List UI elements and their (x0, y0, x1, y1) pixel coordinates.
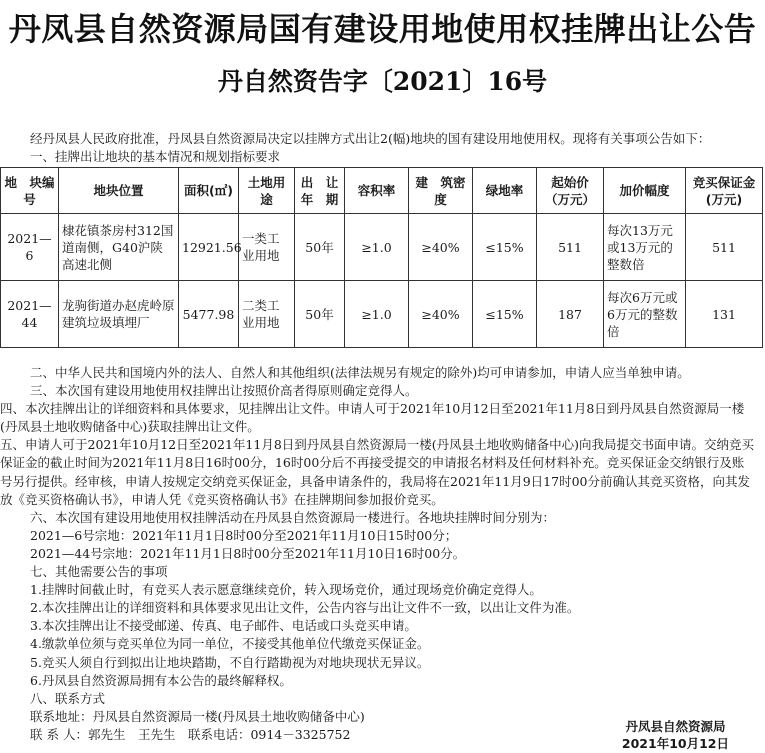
table-row (1, 214, 763, 281)
section-6-schedule-a: 2021—6号宗地：2021年11月1日8时00分至2021年11月10日15时00分； (30, 527, 458, 543)
table-header-row (1, 168, 763, 214)
cell-plot-no: 2021—44 (1, 281, 59, 348)
cell-start-price: 511 (537, 214, 604, 281)
cell-term: 50年 (295, 214, 345, 281)
col-header-density: 建 筑密 度 (409, 168, 473, 214)
col-header-land-use: 土地用途 (239, 168, 295, 214)
cell-deposit: 511 (686, 214, 763, 281)
contact-address: 联系地址：丹凤县自然资源局一楼(丹凤县土地收购储备中心) (30, 708, 365, 724)
cell-area: 12921.56 (179, 214, 239, 281)
col-header-deposit: 竞买保证金(万元) (686, 168, 763, 214)
section-3: 三、本次国有建设用地使用权挂牌出让按照价高者得原则确定竞得人。 (30, 383, 418, 399)
cell-green-ratio: ≤15% (473, 214, 537, 281)
cell-increment: 每次6万元或6万元的整数倍 (604, 281, 686, 348)
section-1-title: 一、挂牌出让地块的基本情况和规划指标要求 (30, 149, 281, 164)
cell-plot-ratio: ≥1.0 (345, 281, 409, 348)
cell-density: ≥40% (409, 214, 473, 281)
col-header-term: 出 让年 期 (295, 168, 345, 214)
cell-plot-no: 2021—6 (1, 214, 59, 281)
section-7-item: 6.丹凤县自然资源局拥有本公告的最终解释权。 (30, 672, 292, 688)
intro-paragraph: 经丹凤县人民政府批准，丹凤县自然资源局决定以挂牌方式出让2(幅)地块的国有建设用地使用权。现将有关事项公告如下： (30, 131, 711, 146)
section-7-item: 1.挂牌时间截止时，有竞买人表示愿意继续竞价，转入现场竞价，通过现场竞价确定竞得人。 (30, 582, 542, 598)
cell-plot-ratio: ≥1.0 (345, 214, 409, 281)
table-row (1, 281, 763, 348)
section-7-item: 2.本次挂牌出让的详细资料和具体要求见出让文件，公告内容与出让文件不一致，以出让文件为准。 (30, 600, 580, 616)
section-7-item: 4.缴款单位须与竞买单位为同一单位，不接受其他单位代缴竞买保证金。 (30, 636, 430, 652)
col-header-location: 地块位置 (59, 168, 179, 214)
contact-persons: 联 系 人：郭先生 王先生 联系电话：0914－3325752 (30, 726, 351, 742)
document-number: 丹自然资告字〔2021〕16号 (217, 67, 548, 96)
land-plots-table (0, 167, 763, 348)
section-7-item: 3.本次挂牌出让不接受邮递、传真、电子邮件、电话或口头竞买申请。 (30, 618, 417, 634)
cell-density: ≥40% (409, 281, 473, 348)
col-header-plot-no: 地 块编 号 (1, 168, 59, 214)
section-4: 四、本次挂牌出让的详细资料和具体要求，见挂牌出让文件。申请人可于2021年10月12日至2021年11月8日到丹凤县自然资源局一楼(丹凤县土地收购储备中心)获取挂牌出让文件。 (0, 401, 745, 435)
col-header-area: 面积(㎡) (179, 168, 239, 214)
cell-start-price: 187 (537, 281, 604, 348)
signature-org: 丹凤县自然资源局 (625, 719, 726, 734)
section-7-item: 5.竞买人须自行到拟出让地块踏勘，不自行踏勘视为对地块现状无异议。 (30, 654, 430, 670)
section-6: 六、本次国有建设用地使用权挂牌活动在丹凤县自然资源局一楼进行。各地块挂牌时间分别为： (30, 509, 556, 525)
announcement-body (0, 364, 755, 744)
section-6-schedule-b: 2021—44号宗地：2021年11月1日8时00分至2021年11月10日16时00分。 (30, 545, 466, 561)
cell-land-use: 一类工业用地 (239, 214, 295, 281)
signature-block (622, 718, 729, 752)
col-header-green-ratio: 绿地率 (473, 168, 537, 214)
cell-area: 5477.98 (179, 281, 239, 348)
section-7-title: 七、其他需要公告的事项 (30, 564, 168, 580)
section-8-title: 八、联系方式 (30, 690, 106, 706)
page-title: 丹凤县自然资源局国有建设用地使用权挂牌出让公告 (8, 10, 757, 48)
cell-land-use: 二类工业用地 (239, 281, 295, 348)
col-header-increment: 加价幅度 (604, 168, 686, 214)
cell-deposit: 131 (686, 281, 763, 348)
cell-increment: 每次13万元或13万元的整数倍 (604, 214, 686, 281)
cell-green-ratio: ≤15% (473, 281, 537, 348)
cell-location: 龙驹街道办赵虎岭原建筑垃圾填埋厂 (59, 281, 179, 348)
section-2: 二、中华人民共和国境内外的法人、自然人和其他组织(法律法规另有规定的除外)均可申请参加，申请人应当单独申请。 (30, 365, 690, 380)
signature-date: 2021年10月12日 (621, 736, 729, 751)
col-header-start-price: 起始价（万元） (537, 168, 604, 214)
col-header-plot-ratio: 容积率 (345, 168, 409, 214)
section-5: 五、申请人可于2021年10月12日至2021年11月8日到丹凤县自然资源局一楼(丹凤县土地收购储备中心)向我局提交书面申请。交纳竞买保证金的截止时间为2021年11月8日16时00分，16时00分后不再接受提交的申请报名材料及任何材料补充。竞买保证金交纳银行及账号另行提供。经审核，申请人按规定交纳竞买保证金，具备申请条件的，我局将在2021年11月9日17时00分前确认其竞买资格，向其发放《竞买资格确认书》，申请人凭《竞买资格确认书》在挂牌期间参加报价竞买。 (0, 437, 755, 507)
cell-location: 棣花镇茶房村312国道南侧，G40沪陕高速北侧 (59, 214, 179, 281)
cell-term: 50年 (295, 281, 345, 348)
